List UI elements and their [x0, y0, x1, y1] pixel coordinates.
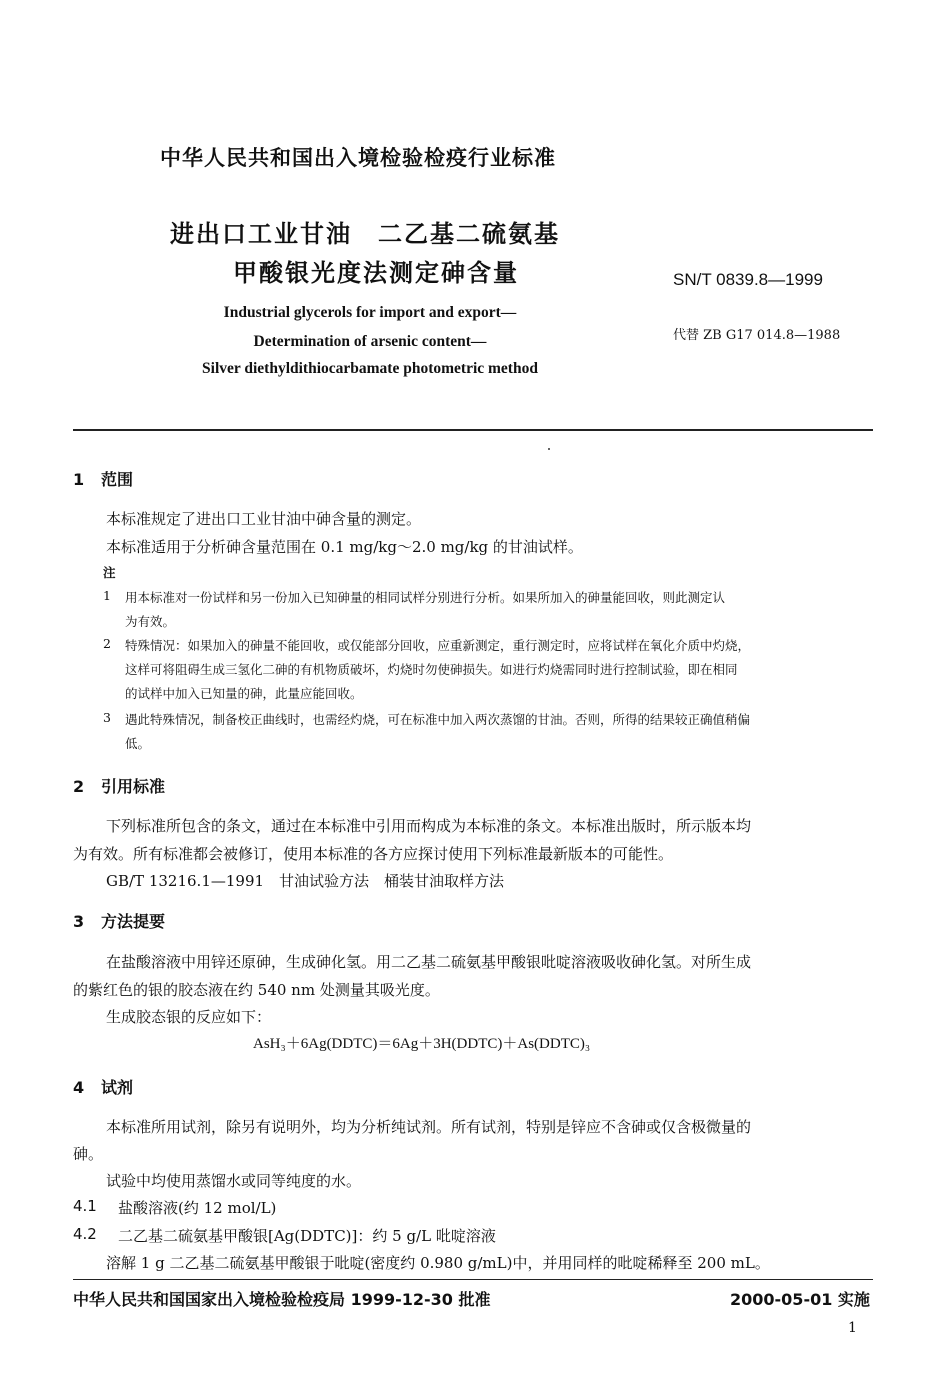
note-text: 特殊情况：如果加入的砷量不能回收，或仅能部分回收，应重新测定，重行测定时，应将试样在氧化介质中灼烧， — [125, 638, 751, 653]
paragraph: 的紫红色的银的胶态液在约 540 nm 处测量其吸光度。 — [73, 981, 440, 999]
section-1-heading — [73, 467, 133, 490]
section-number: 1 — [73, 470, 85, 489]
note-number: 1 — [103, 588, 111, 603]
footer-divider — [73, 1279, 873, 1280]
normative-reference: GB/T 13216.1—1991 甘油试验方法 桶装甘油取样方法 — [106, 872, 505, 890]
section-number: 3 — [73, 912, 85, 931]
section-number: 4 — [73, 1078, 85, 1097]
implementation-date: 2000-05-01 实施 — [730, 1290, 870, 1309]
reaction-equation: AsH₃＋6Ag(DDTC)＝6Ag＋3H(DDTC)＋As(DDTC)₃ — [253, 1036, 591, 1052]
note-text: 这样可将阻碍生成三氢化二砷的有机物质破坏，灼烧时勿使砷损失。如进行灼烧需同时进行控制试验，即在相同 — [125, 662, 738, 677]
section-title: 试剂 — [101, 1078, 134, 1097]
english-title-line-2: Determination of arsenic content— — [253, 333, 487, 350]
clause-text: 盐酸溶液(约 12 mol/L) — [118, 1199, 277, 1217]
section-4-heading — [73, 1075, 133, 1098]
clause-text: 二乙基二硫氨基甲酸银[Ag(DDTC)]：约 5 g/L 吡啶溶液 — [118, 1227, 496, 1245]
replaces-standard: 代替 ZB G17 014.8—1988 — [673, 328, 841, 343]
chinese-title-line-1: 进出口工业甘油 二乙基二硫氨基 — [170, 220, 560, 248]
clause-number: 4.2 — [73, 1225, 97, 1243]
english-title-line-3: Silver diethyldithiocarbamate photometric method — [202, 360, 538, 377]
issuing-body-title: 中华人民共和国出入境检验检疫行业标准 — [160, 146, 556, 170]
note-text: 用本标准对一份试样和另一份加入已知砷量的相同试样分别进行分析。如果所加入的砷量能回收，则此测定认 — [125, 590, 726, 605]
standard-number: SN/T 0839.8—1999 — [673, 270, 823, 289]
note-text: 的试样中加入已知量的砷，此量应能回收。 — [125, 686, 363, 701]
clause-number: 4.1 — [73, 1197, 97, 1215]
chinese-title-line-2: 甲酸银光度法测定砷含量 — [233, 259, 519, 287]
note-label: 注 — [103, 565, 116, 580]
header-divider — [73, 429, 873, 431]
paragraph: 试验中均使用蒸馏水或同等纯度的水。 — [106, 1172, 362, 1190]
paragraph: 为有效。所有标准都会被修订，使用本标准的各方应探讨使用下列标准最新版本的可能性。 — [73, 845, 674, 863]
section-2-heading — [73, 774, 165, 797]
page-number: 1 — [848, 1320, 857, 1336]
paragraph: 下列标准所包含的条文，通过在本标准中引用而构成为本标准的条文。本标准出版时，所示版本均 — [106, 817, 752, 835]
paragraph: 本标准适用于分析砷含量范围在 0.1 mg/kg～2.0 mg/kg 的甘油试样。 — [106, 538, 583, 556]
scan-speck — [548, 448, 550, 450]
approval-line: 中华人民共和国国家出入境检验检疫局 1999-12-30 批准 — [73, 1290, 491, 1309]
note-text: 遇此特殊情况，制备校正曲线时，也需经灼烧，可在标准中加入两次蒸馏的甘油。否则，所得的结果较正确值稍偏 — [125, 712, 751, 727]
note-text: 为有效。 — [125, 614, 176, 629]
note-text: 低。 — [125, 736, 151, 751]
section-title: 引用标准 — [101, 777, 166, 796]
section-title: 方法提要 — [101, 912, 166, 931]
paragraph: 在盐酸溶液中用锌还原砷，生成砷化氢。用二乙基二硫氨基甲酸银吡啶溶液吸收砷化氢。对所生成 — [106, 953, 752, 971]
english-title-line-1: Industrial glycerols for import and export— — [223, 304, 517, 321]
paragraph: 溶解 1 g 二乙基二硫氨基甲酸银于吡啶(密度约 0.980 g/mL)中，并用同样的吡啶稀释至 200 mL。 — [106, 1254, 770, 1272]
section-title: 范围 — [101, 470, 134, 489]
note-number: 2 — [103, 636, 111, 651]
paragraph: 本标准所用试剂，除另有说明外，均为分析纯试剂。所有试剂，特别是锌应不含砷或仅含极微量的 — [106, 1118, 752, 1136]
note-number: 3 — [103, 710, 111, 725]
paragraph: 生成胶态银的反应如下： — [106, 1008, 272, 1026]
section-number: 2 — [73, 777, 85, 796]
section-3-heading — [73, 909, 165, 932]
paragraph: 本标准规定了进出口工业甘油中砷含量的测定。 — [106, 510, 422, 528]
paragraph: 砷。 — [73, 1145, 104, 1163]
